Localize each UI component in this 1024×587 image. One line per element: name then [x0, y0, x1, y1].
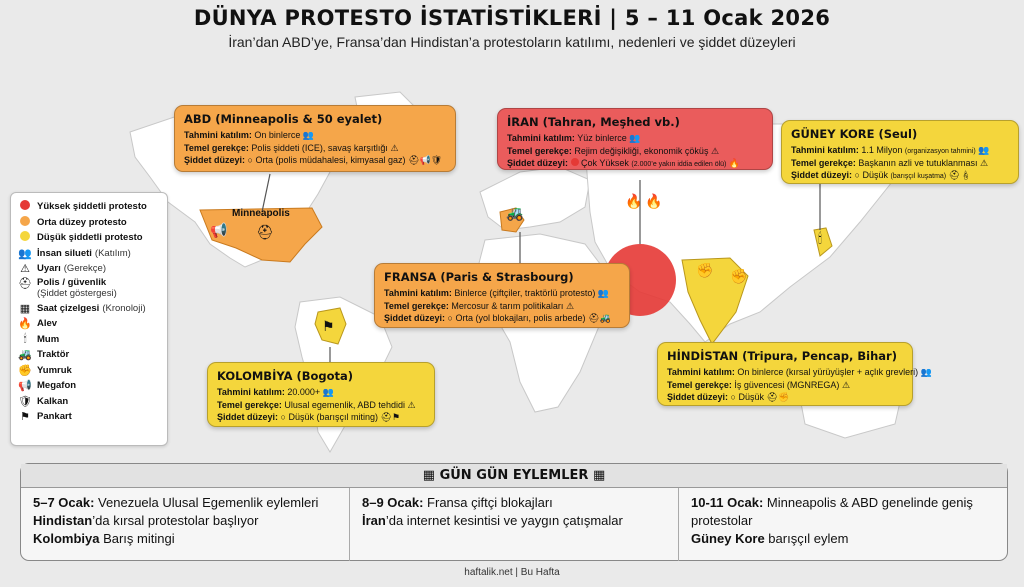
timeline-column: 8–9 Ocak: Fransa çiftçi blokajları İran’da internet kesintisi ve yaygın çatışmalar — [350, 488, 679, 561]
timeline-icon: ▦ — [19, 302, 31, 315]
label-minneapolis: Minneapolis — [232, 208, 290, 219]
legend-item: ⚠ Uyarı (Gerekçe) — [18, 261, 160, 277]
shield-icon: 🛡 — [18, 395, 32, 408]
calendar-icon: ▦ — [592, 468, 606, 483]
police-icon: ⛑ — [588, 313, 600, 324]
fist-icon: ✊ — [777, 392, 790, 403]
flag-icon: ⚑ — [391, 412, 401, 423]
police-icon: ⛑ — [380, 412, 392, 423]
callout-iran: İRAN (Tahran, Meşhed vb.) Tahmini katılım: Yüz binlerce 👥 Temel gerekçe: Rejim değişikliği, ekonomik çöküş ⚠ Şiddet düzeyi: Çok Yüksek (2.000’e yakın iddia edilen ölü) 🔥 — [497, 108, 773, 170]
fist-icon: ✊ — [696, 262, 714, 278]
red-dot — [18, 200, 32, 213]
police-icon: ⛑ — [408, 155, 420, 166]
legend-item: 👥 İnsan silueti (Katılım) — [18, 247, 131, 260]
label-tehran: Tahran — [606, 218, 636, 228]
people-icon: 👥 — [322, 387, 334, 398]
warning-icon: ⚠ — [979, 157, 989, 168]
flame-icon: 🔥 — [728, 158, 741, 169]
warning-icon: ⚠ — [565, 300, 575, 311]
flag-icon: ⚑ — [322, 318, 335, 334]
megaphone-icon: 📢 — [18, 380, 32, 393]
flame-icon: 🔥 — [645, 193, 663, 209]
tractor-icon: 🚜 — [599, 313, 611, 324]
legend-item: ⚑ Pankart — [18, 409, 160, 425]
header — [0, 6, 1024, 50]
police-icon: ⛑ — [766, 392, 778, 403]
red-dot — [571, 158, 579, 166]
yellow-dot — [18, 231, 32, 244]
warning-icon: ⚠ — [841, 379, 851, 390]
timeline-header: ▦ GÜN GÜN EYLEMLER ▦ — [21, 464, 1007, 488]
circle-icon: ○ — [447, 313, 453, 324]
legend-item: ▦ Saat çizelgesi (Kronoloji) — [19, 302, 146, 315]
shield-icon: 🛡 — [430, 155, 443, 166]
callout-france: FRANSA (Paris & Strasbourg) Tahmini katılım: Binlerce (çiftçiler, traktörlü protesto) 👥 Temel gerekçe: Mercosur & tarım politikaları ⚠ Şiddet düzeyi: ○ Orta (yol blokajları, polis arbede) ⛑🚜 — [374, 263, 630, 328]
legend-item: 🔥 Alev — [18, 318, 58, 331]
tractor-icon: 🚜 — [506, 205, 524, 221]
circle-icon: ○ — [280, 412, 286, 423]
people-icon: 👥 — [920, 367, 932, 378]
legend-item: ⛑ Polis / güvenlik (Şiddet göstergesi) — [18, 276, 117, 299]
timeline-column: 10-11 Ocak: Minneapolis & ABD genelinde geniş protestolar Güney Kore barışçıl eylem — [691, 495, 973, 547]
fist-icon: ✊ — [18, 364, 32, 377]
candle-icon: 🕯 — [818, 230, 822, 246]
legend-item: Yüksek şiddetli protesto — [18, 199, 160, 215]
circle-icon: ○ — [854, 170, 860, 181]
police-icon: ⛑ — [256, 224, 274, 240]
calendar-icon: ▦ — [422, 468, 436, 483]
legend-item: Düşük şiddetli protesto — [18, 230, 160, 246]
legend-item: Orta düzey protesto — [18, 215, 160, 231]
warning-icon: ⚠ — [20, 263, 30, 276]
page-subtitle: İran’dan ABD’ye, Fransa’dan Hindistan’a protestoların katılımı, nedenleri ve şiddet düzeyleri — [228, 34, 796, 50]
label-mashhad: Meşhed — [641, 223, 675, 233]
circle-icon: ○ — [247, 155, 253, 166]
legend-item: 🚜 Traktör — [18, 349, 70, 362]
timeline-column: 5–7 Ocak: Venezuela Ulusal Egemenlik eylemleri Hindistan’da kırsal protestolar başlıyor Kolombiya Barış mitingi — [21, 488, 350, 561]
megaphone-icon: 📢 — [419, 155, 431, 166]
legend-item: 📢 Megafon — [18, 380, 77, 393]
warning-icon: ⚠ — [390, 142, 399, 153]
orange-dot — [18, 216, 32, 229]
flame-icon: 🔥 — [18, 318, 32, 331]
callout-korea: GÜNEY KORE (Seul) Tahmini katılım: 1.1 Milyon (organizasyon tahmini) 👥 Temel gerekçe: Başkanın azli ve tutuklanması ⚠ Şiddet düzeyi: ○ Düşük (barışçıl kuşatma) ⛑🕯 — [781, 120, 1019, 184]
people-icon: 👥 — [629, 133, 641, 144]
callout-colombia: KOLOMBİYA (Bogota) Tahmini katılım: 20.000+ 👥 Temel gerekçe: Ulusal egemenlik, ABD tehdidi ⚠ Şiddet düzeyi: ○ Düşük (barışçıl miting) ⛑⚑ — [207, 362, 435, 427]
callout-usa: ABD (Minneapolis & 50 eyalet) Tahmini katılım: On binlerce 👥 Temel gerekçe: Polis şiddeti (ICE), savaş karşıtlığı ⚠ Şiddet düzeyi: ○ Orta (polis müdahalesi, kimyasal gaz) ⛑📢🛡 — [174, 105, 456, 172]
people-icon: 👥 — [978, 145, 990, 156]
page-title: DÜNYA PROTESTO İSTATİSTİKLERİ | 5 – 11 Ocak 2026 — [193, 6, 831, 30]
people-icon: 👥 — [18, 247, 32, 260]
callout-india: HİNDİSTAN (Tripura, Pencap, Bihar) Tahmini katılım: On binlerce (kırsal yürüyüşler + açlık grevleri) 👥 Temel gerekçe: İş güvencesi (MGNREGA) ⚠ Şiddet düzeyi: ○ Düşük ⛑✊ — [657, 342, 913, 406]
legend-item: ✊ Yumruk — [18, 364, 72, 377]
megaphone-icon: 📢 — [210, 222, 228, 238]
candle-icon: 🕯 — [960, 170, 972, 181]
flame-icon: 🔥 — [625, 193, 643, 209]
legend-item: 🕯 Mum — [18, 332, 160, 348]
legend-item: 🛡 Kalkan — [18, 395, 69, 408]
warning-icon: ⚠ — [407, 399, 416, 410]
circle-icon: ○ — [730, 392, 736, 403]
people-icon: 👥 — [597, 288, 610, 299]
police-icon: ⛑ — [948, 170, 961, 181]
warning-icon: ⚠ — [710, 145, 720, 156]
timeline-panel — [20, 463, 1008, 561]
people-icon: 👥 — [302, 130, 315, 141]
tractor-icon: 🚜 — [18, 349, 32, 362]
police-icon: ⛑ — [18, 277, 32, 290]
fist-icon: ✊ — [730, 268, 748, 284]
footer-credit: haftalik.net | Bu Hafta — [464, 567, 560, 578]
flag-icon: ⚑ — [20, 411, 30, 424]
map-legend — [10, 192, 168, 446]
candle-icon: 🕯 — [23, 332, 27, 345]
europe — [480, 167, 590, 230]
